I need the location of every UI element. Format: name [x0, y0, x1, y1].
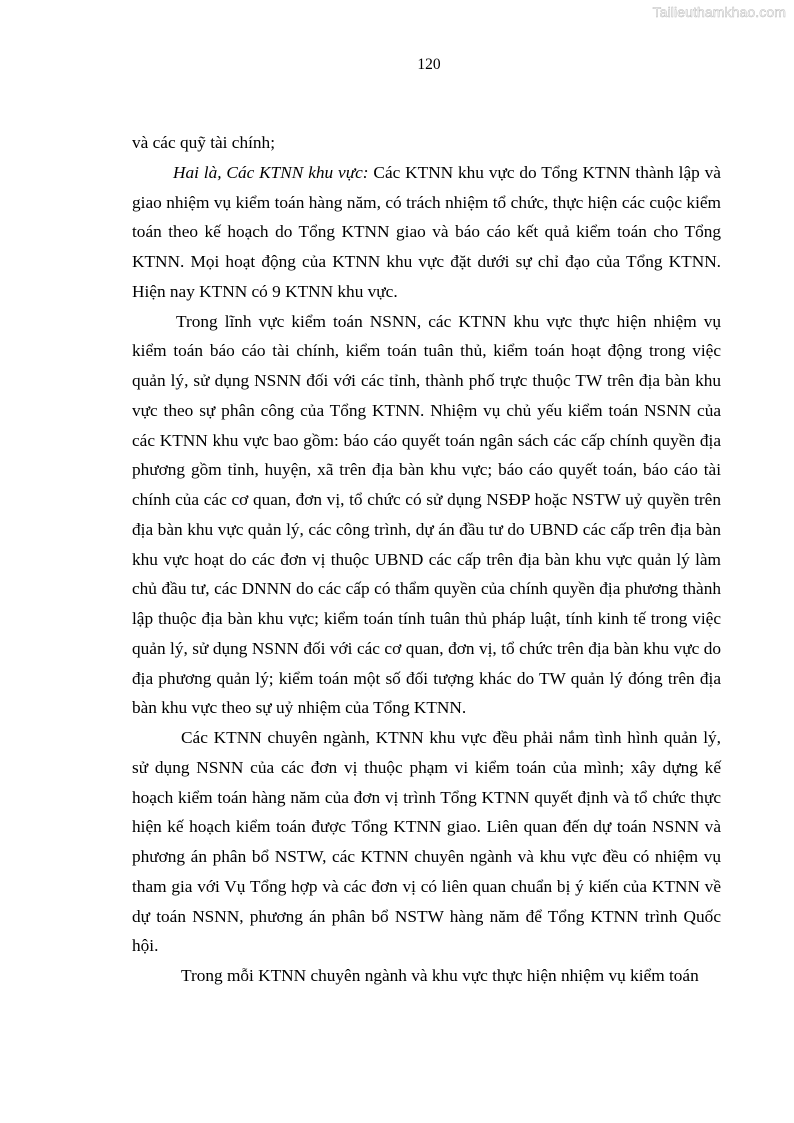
- paragraph-lead-italic: Hai là, Các KTNN khu vực:: [173, 162, 369, 182]
- paragraph-trailing: Trong mỗi KTNN chuyên ngành và khu vực thực hiện nhiệm vụ kiểm toán: [181, 966, 699, 985]
- paragraph-regional-audit: [132, 158, 721, 307]
- document-body: [132, 128, 721, 991]
- paragraph-continuation: và các quỹ tài chính;: [132, 133, 275, 152]
- paragraph-text: Các KTNN khu vực do Tổng KTNN thành lập và giao nhiệm vụ kiểm toán hàng năm, có trách nhiệm tổ chức, thực hiện các cuộc kiểm toán theo kế hoạch do Tổng KTNN giao và báo cáo kết quả kiểm toán cho Tổng KTNN. Mọi hoạt động của KTNN khu vực đặt dưới sự chỉ đạo của Tổng KTNN. Hiện nay KTNN có 9 KTNN khu vực.: [132, 162, 721, 301]
- watermark: Tailieuthamkhao.com: [652, 4, 786, 20]
- paragraph-specialized-regional: Các KTNN chuyên ngành, KTNN khu vực đều phải nắm tình hình quản lý, sử dụng NSNN của các đơn vị thuộc phạm vi kiểm toán của mình; xây dựng kế hoạch kiểm toán hàng năm của đơn vị trình Tổng KTNN quyết định và tổ chức thực hiện kế hoạch kiểm toán được Tổng KTNN giao. Liên quan đến dự toán NSNN và phương án phân bổ NSTW, các KTNN chuyên ngành và khu vực đều có nhiệm vụ tham gia với Vụ Tổng hợp và các đơn vị có liên quan chuẩn bị ý kiến của KTNN về dự toán NSNN, phương án phân bổ NSTW hàng năm để Tổng KTNN trình Quốc hội.: [132, 728, 721, 956]
- page-number: 120: [417, 56, 441, 73]
- paragraph-state-budget-audit: Trong lĩnh vực kiểm toán NSNN, các KTNN khu vực thực hiện nhiệm vụ kiểm toán báo cáo tài chính, kiểm toán tuân thủ, kiểm toán hoạt động trong việc quản lý, sử dụng NSNN đối với các tỉnh, thành phố trực thuộc TW trên địa bàn khu vực theo sự phân công của Tổng KTNN. Nhiệm vụ chủ yếu kiểm toán NSNN của các KTNN khu vực bao gồm: báo cáo quyết toán ngân sách các cấp chính quyền địa phương gồm tỉnh, huyện, xã trên địa bàn khu vực; báo cáo quyết toán, báo cáo tài chính của các cơ quan, đơn vị, tổ chức có sử dụng NSĐP hoặc NSTW uỷ quyền trên địa bàn khu vực quản lý, các công trình, dự án đầu tư do UBND các cấp trên địa bàn khu vực hoạt do các đơn vị thuộc UBND các cấp trên địa bàn khu vực quản lý làm chủ đầu tư, các DNNN do các cấp có thẩm quyền của chính quyền địa phương thành lập thuộc địa bàn khu vực; kiểm toán tính tuân thủ pháp luật, tính kinh tế trong việc quản lý, sử dụng NSNN đối với các cơ quan, đơn vị, tổ chức trên địa bàn khu vực do địa phương quản lý; kiểm toán một số đối tượng khác do TW quản lý đóng trên địa bàn khu vực theo sự uỷ nhiệm của Tổng KTNN.: [132, 311, 721, 718]
